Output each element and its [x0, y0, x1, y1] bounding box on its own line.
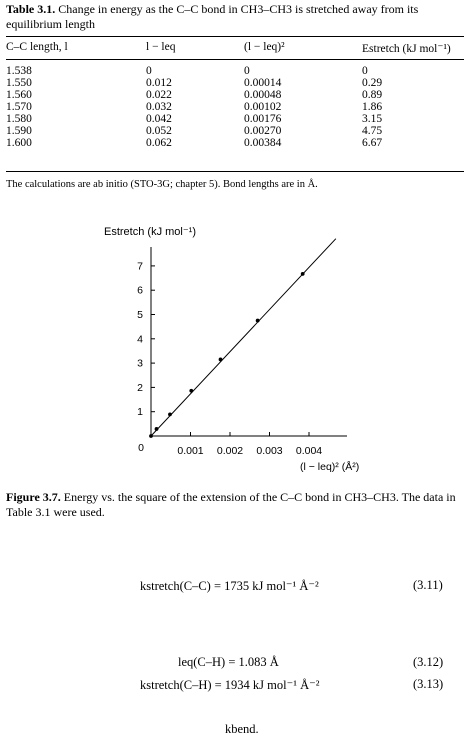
data-point: [155, 427, 159, 431]
table-cell: 0.062: [146, 137, 172, 149]
y-tick-label: 5: [137, 309, 143, 321]
table-label: Table 3.1.: [6, 2, 56, 16]
table-row: [6, 77, 464, 89]
table-cell: 6.67: [362, 137, 383, 149]
table-caption: [6, 2, 464, 32]
data-point: [149, 434, 153, 438]
table-row: [6, 101, 464, 113]
y-tick-label: 7: [137, 260, 143, 273]
header-delta-l-squared: (l − leq)²: [244, 41, 285, 53]
y-tick-label: 2: [137, 381, 143, 394]
table-cell: 0.29: [362, 77, 383, 89]
table-cell: 1.550: [6, 77, 32, 89]
header-delta-l: l − leq: [146, 41, 176, 53]
x-tick-label: 0.003: [256, 445, 283, 457]
y-axis-label: Estretch (kJ mol⁻¹): [104, 226, 196, 238]
data-point: [189, 389, 193, 393]
table-cell: 0.00270: [244, 125, 282, 137]
energy-chart: [0, 215, 469, 485]
table-cell: 0.89: [362, 89, 383, 101]
x-tick-label: 0.004: [295, 445, 323, 457]
y-tick-label: 6: [137, 284, 143, 297]
table-cell: 0: [146, 65, 152, 77]
equation-kstretch-cc: kstretch(C–C) = 1735 kJ mol⁻¹ Å⁻²: [140, 579, 319, 593]
header-estretch: Estretch (kJ mol⁻¹): [362, 43, 451, 55]
figure-caption: [6, 490, 464, 520]
table-row: [6, 65, 464, 77]
table-cell: 1.86: [362, 101, 383, 113]
table-cell: 0.00384: [244, 137, 282, 149]
equation-number: (3.12): [413, 655, 444, 669]
y-tick-label: 4: [137, 333, 143, 346]
equation-number: (3.11): [413, 578, 443, 592]
trailing-text: kbend.: [225, 722, 259, 736]
table-cell: 4.75: [362, 125, 383, 137]
x-tick-label: 0.001: [177, 445, 204, 457]
table-cell: 0.012: [146, 77, 172, 89]
table-header: [6, 41, 464, 57]
data-point: [256, 319, 260, 323]
table-bottom-rule: [6, 171, 464, 172]
figure-label: Figure 3.7.: [6, 490, 61, 504]
equation-number: (3.13): [413, 677, 444, 691]
table-row: [6, 89, 464, 101]
data-table: [6, 65, 464, 149]
table-cell: 1.570: [6, 101, 32, 113]
equation-leq-ch: leq(C–H) = 1.083 Å: [178, 655, 279, 669]
table-top-rule: [6, 36, 464, 37]
table-footnote: The calculations are ab initio (STO-3G; chapter 5). Bond lengths are in Å.: [6, 179, 318, 190]
data-point: [168, 412, 172, 416]
data-point: [219, 358, 223, 362]
table-cell: 0.00176: [244, 113, 282, 125]
table-cell: 0: [244, 65, 250, 77]
table-row: [6, 113, 464, 125]
table-cell: 0.052: [146, 125, 172, 137]
table-cell: 1.560: [6, 89, 32, 101]
table-header-rule: [6, 59, 464, 60]
table-cell: 0.022: [146, 89, 172, 101]
x-tick-label: 0.002: [216, 445, 244, 457]
table-cell: 0.00102: [244, 101, 282, 113]
table-cell: 0.042: [146, 113, 172, 125]
table-cell: 0: [362, 65, 368, 77]
equation-kstretch-ch: kstretch(C–H) = 1934 kJ mol⁻¹ Å⁻²: [140, 678, 320, 692]
table-cell: 0.00048: [244, 89, 282, 101]
figure-caption-text: Energy vs. the square of the extension of the C–C bond in CH3–CH3. The data in Table 3.1 were used.: [6, 490, 456, 519]
table-cell: 3.15: [362, 113, 383, 125]
table-caption-text: Change in energy as the C–C bond in CH3–CH3 is stretched away from its equilibrium length: [6, 2, 419, 31]
table-cell: 1.538: [6, 65, 32, 77]
data-point: [301, 272, 305, 276]
table-cell: 1.580: [6, 113, 32, 125]
fit-line: [151, 239, 336, 436]
table-row: [6, 125, 464, 137]
origin-label: 0: [138, 442, 144, 454]
y-tick-label: 3: [137, 357, 143, 370]
y-tick-label: 1: [137, 406, 143, 419]
table-cell: 1.600: [6, 137, 32, 149]
table-cell: 0.032: [146, 101, 172, 113]
table-row: [6, 137, 464, 149]
table-cell: 0.00014: [244, 77, 282, 89]
table-cell: 1.590: [6, 125, 32, 137]
x-axis-label: (l − leq)² (Å²): [300, 461, 360, 473]
header-cc-length: C–C length, l: [6, 41, 68, 53]
